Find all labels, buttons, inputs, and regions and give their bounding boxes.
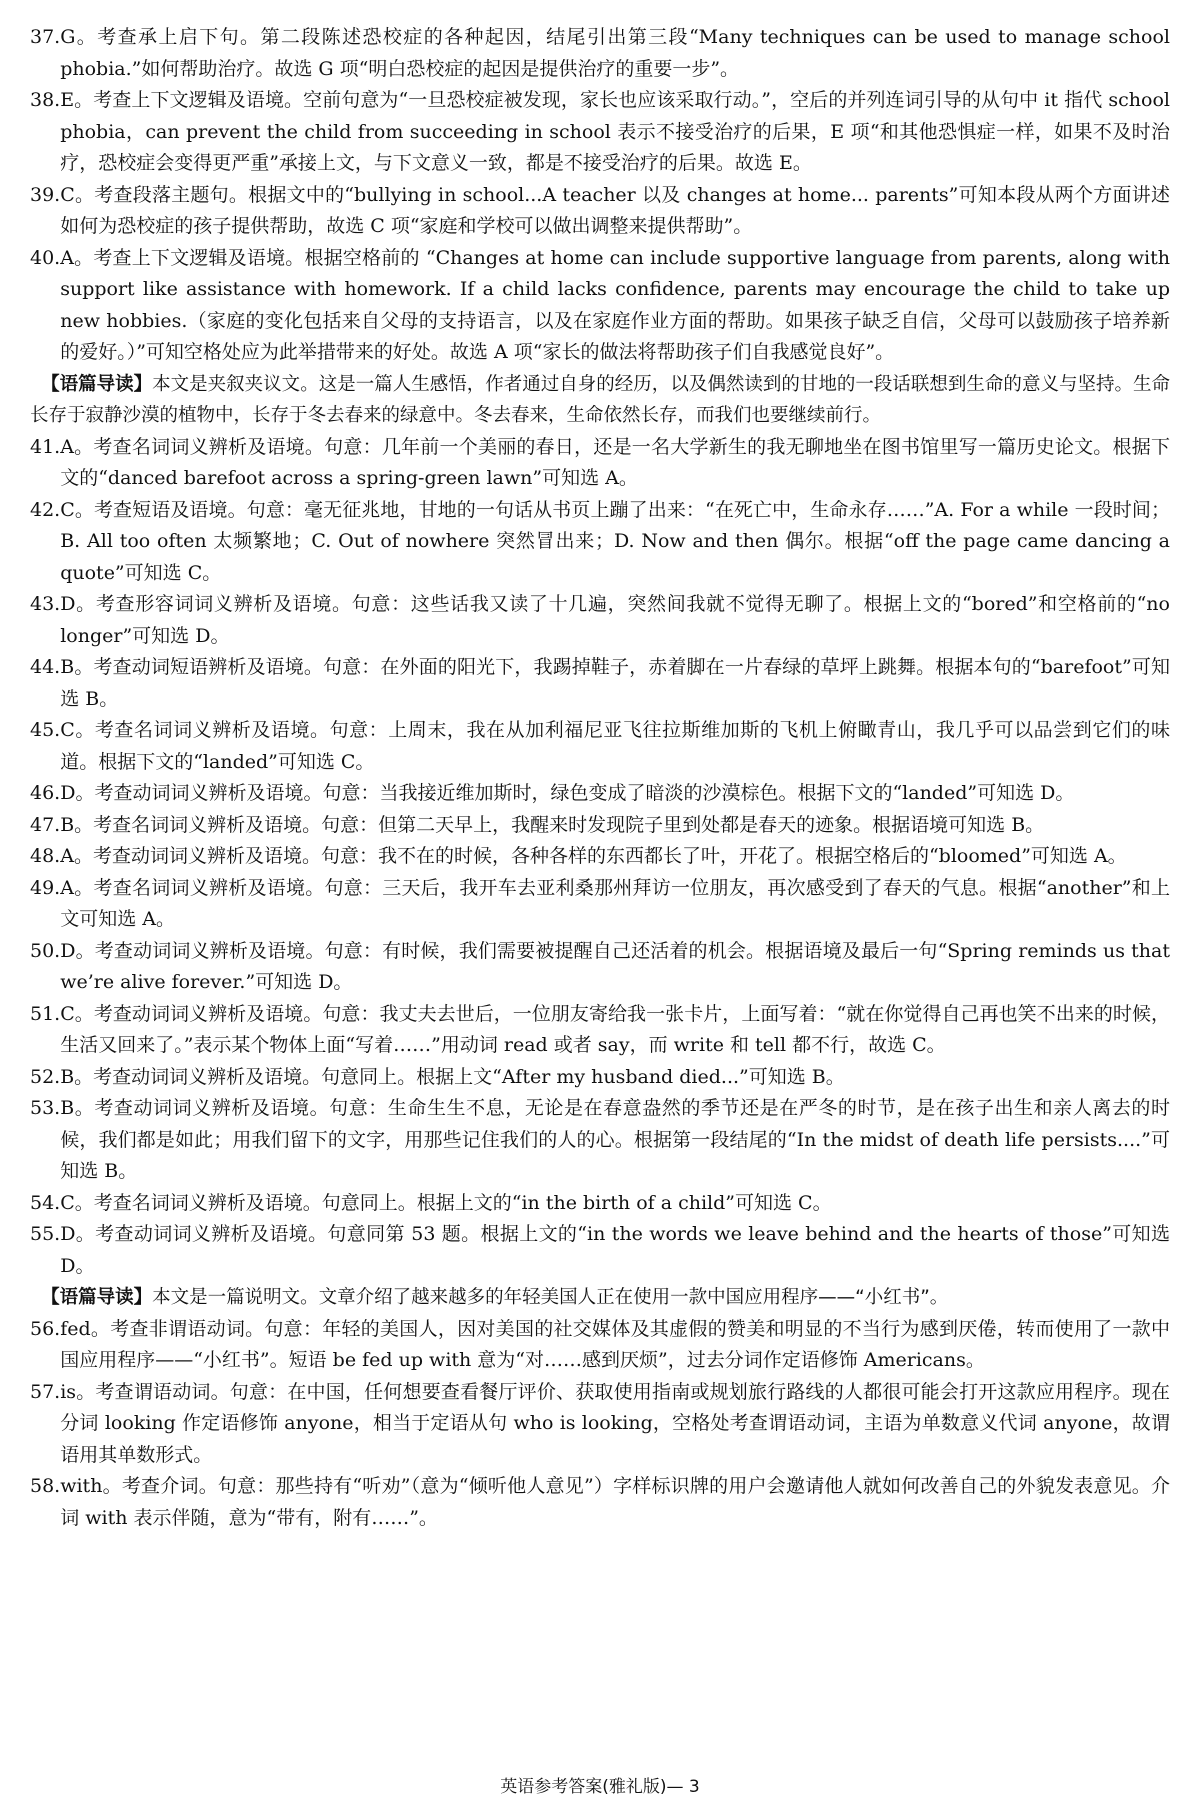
answer-item [30, 22, 1170, 85]
answers-41-55 [30, 432, 1170, 1283]
answer-explanation: A。考查名词词义辨析及语境。句意：三天后，我开车去亚利桑那州拜访一位朋友，再次感受到了春天的气息。根据“another”和上文可知选 A。 [60, 876, 1170, 930]
answer-item [30, 936, 1170, 999]
answer-item [30, 778, 1170, 810]
answer-number: 57. [30, 1380, 61, 1403]
answer-number: 50. [30, 939, 61, 962]
answer-number: 41. [30, 435, 61, 458]
answer-explanation: C。考查动词词义辨析及语境。句意：我丈夫去世后，一位朋友寄给我一张卡片，上面写着：“就在你觉得自己再也笑不出来的时候，生活又回来了。”表示某个物体上面“写着……”用动词 read 或者 say，而 write 和 tell 都不行，故选 C。 [60, 1002, 1170, 1056]
answer-explanation: G。考查承上启下句。第二段陈述恐校症的各种起因，结尾引出第三段“Many techniques can be used to manage school phobia.”如何帮助治疗。故选 G 项“明白恐校症的起因是提供治疗的重要一步”。 [60, 26, 1170, 80]
answers-37-40 [30, 22, 1170, 369]
answer-explanation: E。考查上下文逻辑及语境。空前句意为“一旦恐校症被发现，家长也应该采取行动。”，空后的并列连词引导的从句中 it 指代 school phobia，can prevent the child from succeeding in school 表示不接受治疗的后果，E 项“和其他恐惧症一样，如果不及时治疗，恐校症会变得更严重”承接上文，与下文意义一致，都是不接受治疗的后果。故选 E。 [60, 89, 1170, 174]
guide-1-text: 本文是夹叙夹议文。这是一篇人生感悟，作者通过自身的经历，以及偶然读到的甘地的一段话联想到生命的意义与坚持。生命长存于寂静沙漠的植物中，长存于冬去春来的绿意中。冬去春来，生命依然长存，而我们也要继续前行。 [30, 373, 1170, 426]
answer-explanation: is。考查谓语动词。句意：在中国，任何想要查看餐厅评价、获取使用指南或规划旅行路线的人都很可能会打开这款应用程序。现在分词 looking 作定语修饰 anyone，相当于定语从句 who is looking，空格处考查谓语动词，主语为单数意义代词 anyone，故谓语用其单数形式。 [60, 1380, 1170, 1466]
answer-number: 43. [30, 593, 61, 615]
answer-item [30, 999, 1170, 1062]
answer-explanation: C。考查段落主题句。根据文中的“bullying in school...A teacher 以及 changes at home... parents”可知本段从两个方面讲述如何为恐校症的孩子提供帮助，故选 C 项“家庭和学校可以做出调整来提供帮助”。 [60, 183, 1170, 237]
answer-number: 40. [30, 246, 61, 269]
answers-56-58 [30, 1314, 1170, 1535]
answer-number: 48. [30, 845, 61, 867]
answer-number: 49. [30, 876, 61, 899]
answer-number: 54. [30, 1191, 61, 1214]
answer-number: 52. [30, 1065, 61, 1088]
answer-number: 58. [30, 1475, 61, 1497]
answer-explanation: D。考查形容词词义辨析及语境。句意：这些话我又读了十几遍，突然间我就不觉得无聊了。根据上文的“bored”和空格前的“no longer”可知选 D。 [60, 593, 1170, 647]
answer-number: 45. [30, 719, 61, 741]
answer-number: 47. [30, 813, 61, 836]
answer-item [30, 1062, 1170, 1094]
answer-explanation: C。考查短语及语境。句意：毫无征兆地，甘地的一句话从书页上蹦了出来：“在死亡中，生命永存……”A. For a while 一段时间；B. All too often 太频繁地；C. Out of nowhere 突然冒出来；D. Now and then 偶尔。根据“off the page came dancing a quote”可知选 C。 [60, 498, 1170, 584]
answer-number: 42. [30, 498, 61, 521]
answer-explanation: D。考查动词词义辨析及语境。句意：有时候，我们需要被提醒自己还活着的机会。根据语境及最后一句“Spring reminds us that we’re alive forever.”可知选 D。 [60, 939, 1170, 993]
answer-number: 46. [30, 782, 61, 804]
answer-explanation: A。考查动词词义辨析及语境。句意：我不在的时候，各种各样的东西都长了叶，开花了。根据空格后的“bloomed”可知选 A。 [60, 845, 1127, 867]
guide-1-title: 【语篇导读】 [41, 373, 153, 395]
answer-explanation: D。考查动词词义辨析及语境。句意：当我接近维加斯时，绿色变成了暗淡的沙漠棕色。根据下文的“landed”可知选 D。 [60, 782, 1075, 804]
answer-explanation: D。考查动词词义辨析及语境。句意同第 53 题。根据上文的“in the words we leave behind and the hearts of those”可知选 D。 [60, 1223, 1170, 1277]
answer-explanation: fed。考查非谓语动词。句意：年轻的美国人，因对美国的社交媒体及其虚假的赞美和明显的不当行为感到厌倦，转而使用了一款中国应用程序——“小红书”。短语 be fed up with 意为“对……感到厌烦”，过去分词作定语修饰 Americans。 [60, 1317, 1170, 1371]
answer-item [30, 1314, 1170, 1377]
answer-item [30, 1188, 1170, 1220]
answer-item [30, 810, 1170, 842]
answer-number: 39. [30, 183, 61, 206]
answer-explanation: A。考查名词词义辨析及语境。句意：几年前一个美丽的春日，还是一名大学新生的我无聊地坐在图书馆里写一篇历史论文。根据下文的“danced barefoot across a spring-green lawn”可知选 A。 [60, 435, 1170, 489]
answer-item [30, 873, 1170, 936]
answer-page [30, 22, 1170, 1762]
answer-item [30, 495, 1170, 590]
answer-explanation: B。考查动词短语辨析及语境。句意：在外面的阳光下，我踢掉鞋子，赤着脚在一片春绿的草坪上跳舞。根据本句的“barefoot”可知选 B。 [60, 656, 1170, 710]
answer-item [30, 432, 1170, 495]
answer-item [30, 715, 1170, 778]
answer-item [30, 1377, 1170, 1472]
answer-number: 38. [30, 89, 61, 111]
answer-explanation: C。考查名词词义辨析及语境。句意：上周末，我在从加利福尼亚飞往拉斯维加斯的飞机上俯瞰青山，我几乎可以品尝到它们的味道。根据下文的“landed”可知选 C。 [60, 719, 1170, 773]
answer-number: 44. [30, 656, 61, 678]
page-footer: 英语参考答案(雅礼版)— 3 [500, 1777, 700, 1797]
answer-explanation: B。考查动词词义辨析及语境。句意：生命生生不息，无论是在春意盎然的季节还是在严冬的时节，是在孩子出生和亲人离去的时候，我们都是如此；用我们留下的文字，用那些记住我们的人的心。根据第一段结尾的“In the midst of death life persists....”可知选 B。 [60, 1097, 1170, 1182]
answer-item [30, 85, 1170, 180]
answer-item [30, 243, 1170, 369]
answer-item [30, 1471, 1170, 1534]
answer-item [30, 652, 1170, 715]
answer-item [30, 841, 1170, 873]
answer-explanation: C。考查名词词义辨析及语境。句意同上。根据上文的“in the birth of a child”可知选 C。 [60, 1191, 832, 1214]
answer-number: 53. [30, 1097, 61, 1119]
answer-number: 56. [30, 1317, 61, 1340]
answer-explanation: A。考查上下文逻辑及语境。根据空格前的 “Changes at home can include supportive language from parents, along with support like assistance with homework. If a child lacks confidence, parents may encourage the child to take up new hobbies.（家庭的变化包括来自父母的支持语言，以及在家庭作业方面的帮助。如果孩子缺乏自信，父母可以鼓励孩子培养新的爱好。）”可知空格处应为此举措带来的好处。故选 A 项“家长的做法将帮助孩子们自我感觉良好”。 [60, 246, 1170, 363]
answer-number: 55. [30, 1223, 61, 1245]
guide-2-text: 本文是一篇说明文。文章介绍了越来越多的年轻美国人正在使用一款中国应用程序——“小红书”。 [152, 1287, 949, 1308]
answer-number: 51. [30, 1002, 61, 1025]
answer-explanation: B。考查动词词义辨析及语境。句意同上。根据上文“After my husband died...”可知选 B。 [60, 1065, 845, 1088]
answer-item [30, 1093, 1170, 1188]
guide-2-title: 【语篇导读】 [41, 1287, 153, 1308]
answer-item [30, 589, 1170, 652]
passage-guide-1 [30, 369, 1170, 432]
answer-explanation: with。考查介词。句意：那些持有“听劝”（意为“倾听他人意见”）字样标识牌的用户会邀请他人就如何改善自己的外貌发表意见。介词 with 表示伴随，意为“带有，附有……”。 [60, 1475, 1170, 1529]
answer-explanation: B。考查名词词义辨析及语境。句意：但第二天早上，我醒来时发现院子里到处都是春天的迹象。根据语境可知选 B。 [60, 813, 1045, 836]
answer-item [30, 1219, 1170, 1282]
passage-guide-2 [30, 1282, 1170, 1314]
answer-item [30, 180, 1170, 243]
answer-number: 37. [30, 26, 61, 48]
